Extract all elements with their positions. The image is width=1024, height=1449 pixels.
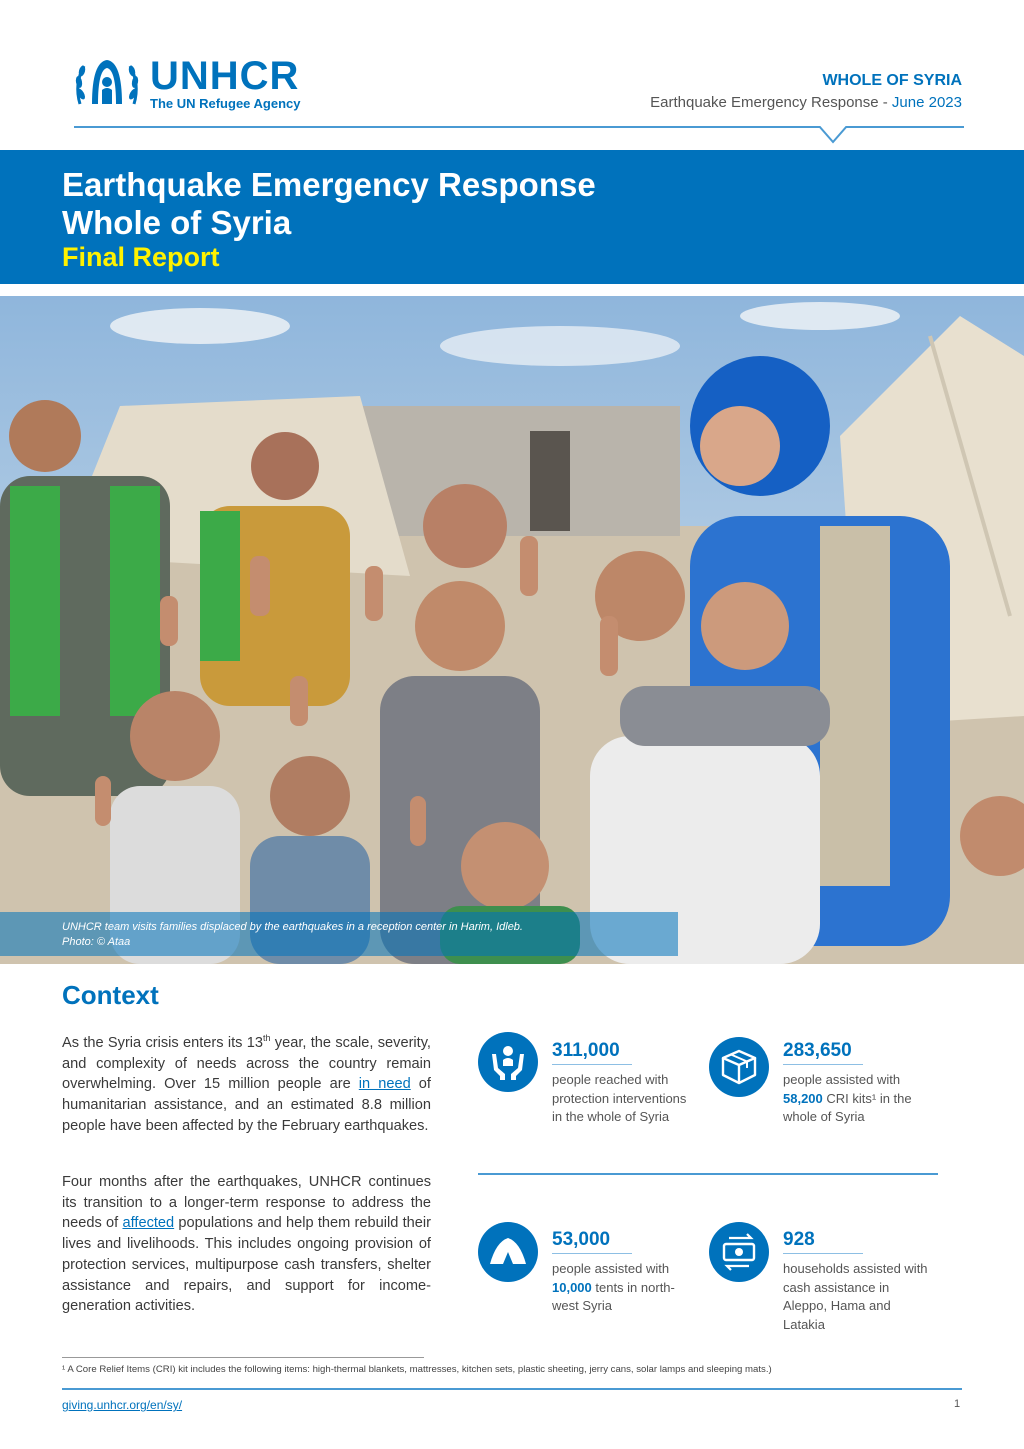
caption-line-1: UNHCR team visits families displaced by the earthquakes in a reception center in Harim, Idleb. bbox=[62, 921, 523, 933]
region-title: WHOLE OF SYRIA bbox=[822, 72, 962, 89]
stat-desc-text: people assisted with bbox=[552, 1261, 670, 1276]
stat-desc-text: people reached with protection interventions in the whole of Syria bbox=[552, 1072, 687, 1124]
stat-number: 928 bbox=[783, 1229, 863, 1254]
photo-caption bbox=[62, 920, 523, 950]
stat-description bbox=[552, 1260, 692, 1316]
stat-card-3 bbox=[552, 1229, 692, 1316]
cover-photo bbox=[0, 296, 1024, 964]
unhcr-emblem-icon bbox=[72, 54, 142, 114]
cover-photo-illustration bbox=[0, 296, 1024, 964]
logo-name: UNHCR bbox=[150, 54, 300, 98]
p2-text-b: populations and help them rebuild their lives and livelihoods. This includes ongoing provision of protection services, multipurpose cash transfers, shelter assistance and repairs, and support for income-generation activities. bbox=[62, 1215, 432, 1315]
stats-divider bbox=[478, 1173, 938, 1175]
stat-desc-text: CRI kits¹ in the whole of Syria bbox=[783, 1090, 912, 1124]
report-subtitle: Final Report bbox=[62, 242, 220, 272]
p2-text-a: Four months after the earthquakes, UNHCR continues its transition to a longer-term response to address the needs of bbox=[62, 1174, 431, 1232]
caption-line-2: Photo: © Ataa bbox=[62, 936, 131, 948]
stat-desc-text: tents in north-west Syria bbox=[552, 1279, 675, 1313]
report-title bbox=[62, 166, 596, 242]
unhcr-logo bbox=[72, 54, 301, 114]
stat-number: 283,650 bbox=[783, 1040, 863, 1065]
page-number: 1 bbox=[954, 1398, 961, 1410]
tent-icon bbox=[478, 1222, 538, 1282]
logo-tagline: The UN Refugee Agency bbox=[150, 96, 301, 111]
stat-desc-text: households assisted with cash assistance in Aleppo, Hama and Latakia bbox=[783, 1261, 928, 1332]
stat-desc-bold: 58,200 bbox=[783, 1090, 823, 1106]
p1-text-a: As the Syria crisis enters its 13 bbox=[62, 1034, 263, 1051]
affected-link[interactable]: affected bbox=[122, 1215, 175, 1232]
context-heading: Context bbox=[62, 980, 159, 1010]
subtitle-prefix: Earthquake Emergency Response - bbox=[650, 94, 892, 111]
footer-link[interactable]: giving.unhcr.org/en/sy/ bbox=[62, 1398, 183, 1412]
header-meta bbox=[650, 72, 962, 111]
stat-number: 53,000 bbox=[552, 1229, 632, 1254]
stat-description bbox=[783, 1260, 933, 1334]
header-subtitle bbox=[650, 94, 962, 111]
cri-box-icon bbox=[709, 1037, 769, 1097]
stat-desc-bold: 10,000 bbox=[552, 1279, 592, 1295]
title-line-2: Whole of Syria bbox=[62, 204, 292, 241]
stat-number: 311,000 bbox=[552, 1040, 632, 1065]
stat-card-4 bbox=[783, 1229, 933, 1334]
stat-card-1 bbox=[552, 1040, 692, 1127]
stat-description bbox=[552, 1071, 692, 1127]
header-notch bbox=[818, 126, 848, 146]
context-paragraph-2 bbox=[62, 1172, 431, 1317]
p1-text-b: year, the scale, severity, and complexity of needs across the country remain overwhelming. Over 15 million people are bbox=[62, 1034, 431, 1093]
in-need-link[interactable]: in need bbox=[358, 1076, 411, 1093]
stat-desc-text: people assisted with bbox=[783, 1072, 901, 1087]
cash-transfer-icon bbox=[709, 1222, 769, 1282]
p1-text-c: of humanitarian assistance, and an estimated 8.8 million people have been affected by the February earthquakes. bbox=[62, 1076, 431, 1134]
protection-hands-icon bbox=[478, 1032, 538, 1092]
footer-divider bbox=[62, 1388, 962, 1390]
footnote: ¹ A Core Relief Items (CRI) kit includes the following items: high-thermal blankets, mattresses, kitchen sets, plastic sheeting, jerry cans, solar lamps and sleeping mats.) bbox=[62, 1364, 772, 1375]
stat-description bbox=[783, 1071, 923, 1127]
title-line-1: Earthquake Emergency Response bbox=[62, 166, 596, 203]
context-paragraph-1 bbox=[62, 1028, 431, 1136]
subtitle-date: June 2023 bbox=[891, 94, 962, 111]
p1-superscript: th bbox=[262, 1033, 271, 1043]
footnote-divider bbox=[62, 1357, 424, 1358]
stat-card-2 bbox=[783, 1040, 923, 1127]
